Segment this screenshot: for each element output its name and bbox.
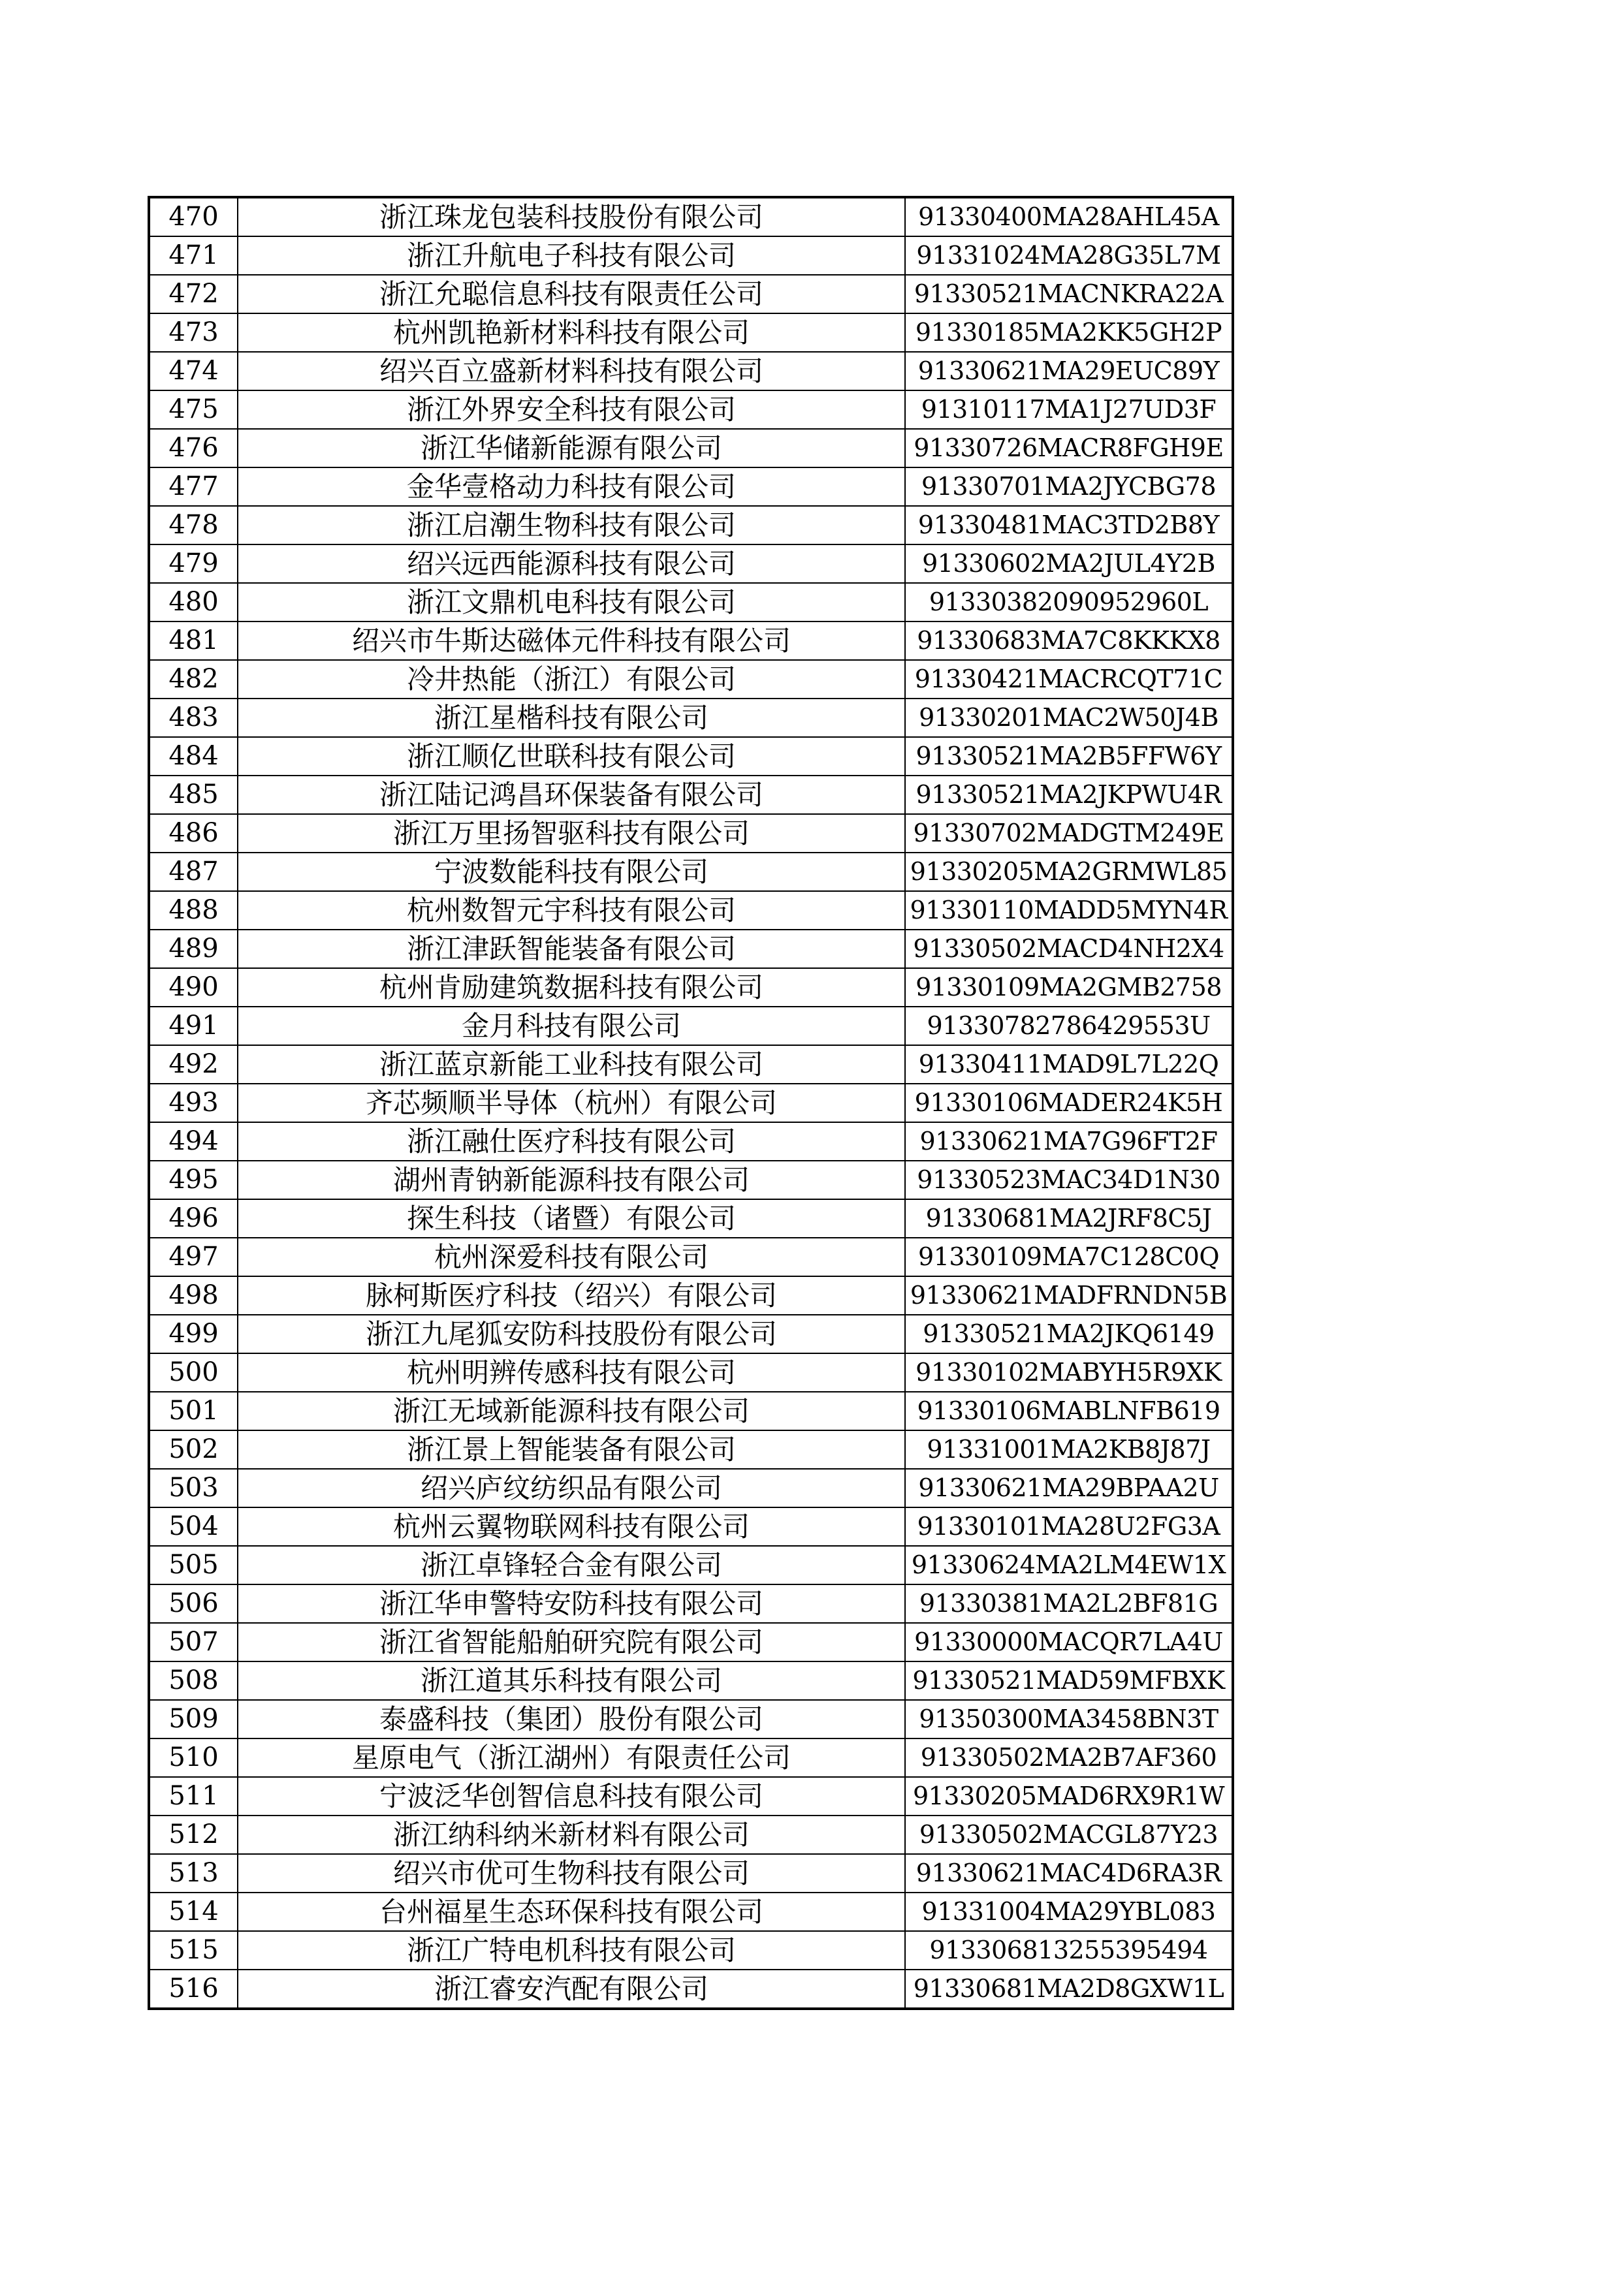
company-table bbox=[148, 196, 1234, 2010]
row-index-cell: 479 bbox=[149, 544, 238, 583]
company-name-cell: 杭州数智元宇科技有限公司 bbox=[238, 891, 905, 930]
company-name-cell: 浙江九尾狐安防科技股份有限公司 bbox=[238, 1315, 905, 1353]
table-row bbox=[149, 1199, 1233, 1238]
table-row bbox=[149, 1700, 1233, 1738]
table-row bbox=[149, 1084, 1233, 1122]
company-name-cell: 探生科技（诸暨）有限公司 bbox=[238, 1199, 905, 1238]
table-row bbox=[149, 506, 1233, 544]
table-row bbox=[149, 583, 1233, 621]
row-index-cell: 475 bbox=[149, 390, 238, 429]
row-index-cell: 489 bbox=[149, 930, 238, 968]
table-row bbox=[149, 1007, 1233, 1045]
table-row bbox=[149, 1430, 1233, 1469]
credit-code-cell: 91330502MACD4NH2X4 bbox=[905, 930, 1233, 968]
row-index-cell: 478 bbox=[149, 506, 238, 544]
credit-code-cell: 91310117MA1J27UD3F bbox=[905, 390, 1233, 429]
table-row bbox=[149, 621, 1233, 660]
row-index-cell: 473 bbox=[149, 313, 238, 352]
credit-code-cell: 91330683MA7C8KKKX8 bbox=[905, 621, 1233, 660]
credit-code-cell: 91330702MADGTM249E bbox=[905, 814, 1233, 853]
table-row bbox=[149, 660, 1233, 699]
credit-code-cell: 91330621MA29EUC89Y bbox=[905, 352, 1233, 390]
row-index-cell: 499 bbox=[149, 1315, 238, 1353]
table-row bbox=[149, 930, 1233, 968]
company-name-cell: 金华壹格动力科技有限公司 bbox=[238, 467, 905, 506]
company-name-cell: 杭州云翼物联网科技有限公司 bbox=[238, 1507, 905, 1546]
company-name-cell: 金月科技有限公司 bbox=[238, 1007, 905, 1045]
company-name-cell: 浙江允聪信息科技有限责任公司 bbox=[238, 275, 905, 313]
row-index-cell: 486 bbox=[149, 814, 238, 853]
credit-code-cell: 91330382090952960L bbox=[905, 583, 1233, 621]
credit-code-cell: 91330102MABYH5R9XK bbox=[905, 1353, 1233, 1392]
company-name-cell: 浙江华储新能源有限公司 bbox=[238, 429, 905, 467]
table-row bbox=[149, 1584, 1233, 1623]
table-row bbox=[149, 352, 1233, 390]
company-name-cell: 宁波泛华创智信息科技有限公司 bbox=[238, 1777, 905, 1816]
credit-code-cell: 91330681MA2D8GXW1L bbox=[905, 1970, 1233, 2009]
table-row bbox=[149, 1893, 1233, 1931]
company-name-cell: 浙江省智能船舶研究院有限公司 bbox=[238, 1623, 905, 1661]
company-name-cell: 浙江顺亿世联科技有限公司 bbox=[238, 737, 905, 776]
row-index-cell: 480 bbox=[149, 583, 238, 621]
row-index-cell: 470 bbox=[149, 197, 238, 236]
credit-code-cell: 91330381MA2L2BF81G bbox=[905, 1584, 1233, 1623]
company-name-cell: 浙江星楷科技有限公司 bbox=[238, 699, 905, 737]
credit-code-cell: 91330621MAC4D6RA3R bbox=[905, 1854, 1233, 1893]
row-index-cell: 506 bbox=[149, 1584, 238, 1623]
credit-code-cell: 91330782786429553U bbox=[905, 1007, 1233, 1045]
credit-code-cell: 91330502MA2B7AF360 bbox=[905, 1738, 1233, 1777]
company-name-cell: 浙江珠龙包装科技股份有限公司 bbox=[238, 197, 905, 236]
table-row bbox=[149, 699, 1233, 737]
table-row bbox=[149, 467, 1233, 506]
row-index-cell: 496 bbox=[149, 1199, 238, 1238]
row-index-cell: 500 bbox=[149, 1353, 238, 1392]
company-name-cell: 齐芯频顺半导体（杭州）有限公司 bbox=[238, 1084, 905, 1122]
table-row bbox=[149, 1816, 1233, 1854]
company-name-cell: 绍兴庐纹纺织品有限公司 bbox=[238, 1469, 905, 1507]
table-row bbox=[149, 1392, 1233, 1430]
credit-code-cell: 91330201MAC2W50J4B bbox=[905, 699, 1233, 737]
credit-code-cell: 91330521MAD59MFBXK bbox=[905, 1661, 1233, 1700]
company-name-cell: 浙江启潮生物科技有限公司 bbox=[238, 506, 905, 544]
row-index-cell: 476 bbox=[149, 429, 238, 467]
row-index-cell: 511 bbox=[149, 1777, 238, 1816]
table-row bbox=[149, 1315, 1233, 1353]
row-index-cell: 515 bbox=[149, 1931, 238, 1970]
credit-code-cell: 91330109MA2GMB2758 bbox=[905, 968, 1233, 1007]
company-name-cell: 浙江景上智能装备有限公司 bbox=[238, 1430, 905, 1469]
company-name-cell: 杭州深爱科技有限公司 bbox=[238, 1238, 905, 1276]
company-name-cell: 冷井热能（浙江）有限公司 bbox=[238, 660, 905, 699]
row-index-cell: 474 bbox=[149, 352, 238, 390]
table-row bbox=[149, 1122, 1233, 1161]
row-index-cell: 491 bbox=[149, 1007, 238, 1045]
table-row bbox=[149, 544, 1233, 583]
credit-code-cell: 91330106MABLNFB619 bbox=[905, 1392, 1233, 1430]
row-index-cell: 488 bbox=[149, 891, 238, 930]
table-row bbox=[149, 891, 1233, 930]
company-name-cell: 浙江无域新能源科技有限公司 bbox=[238, 1392, 905, 1430]
company-name-cell: 杭州明辨传感科技有限公司 bbox=[238, 1353, 905, 1392]
row-index-cell: 484 bbox=[149, 737, 238, 776]
company-name-cell: 浙江道其乐科技有限公司 bbox=[238, 1661, 905, 1700]
row-index-cell: 509 bbox=[149, 1700, 238, 1738]
row-index-cell: 508 bbox=[149, 1661, 238, 1700]
row-index-cell: 495 bbox=[149, 1161, 238, 1199]
credit-code-cell: 91330502MACGL87Y23 bbox=[905, 1816, 1233, 1854]
company-name-cell: 绍兴市牛斯达磁体元件科技有限公司 bbox=[238, 621, 905, 660]
company-name-cell: 杭州凯艳新材料科技有限公司 bbox=[238, 313, 905, 352]
table-row bbox=[149, 429, 1233, 467]
table-row bbox=[149, 776, 1233, 814]
row-index-cell: 471 bbox=[149, 236, 238, 275]
row-index-cell: 513 bbox=[149, 1854, 238, 1893]
credit-code-cell: 91330521MA2JKPWU4R bbox=[905, 776, 1233, 814]
credit-code-cell: 91330411MAD9L7L22Q bbox=[905, 1045, 1233, 1084]
credit-code-cell: 91350300MA3458BN3T bbox=[905, 1700, 1233, 1738]
row-index-cell: 493 bbox=[149, 1084, 238, 1122]
credit-code-cell: 91330602MA2JUL4Y2B bbox=[905, 544, 1233, 583]
company-name-cell: 浙江纳科纳米新材料有限公司 bbox=[238, 1816, 905, 1854]
credit-code-cell: 91330205MA2GRMWL85 bbox=[905, 853, 1233, 891]
table-row bbox=[149, 1276, 1233, 1315]
company-name-cell: 浙江文鼎机电科技有限公司 bbox=[238, 583, 905, 621]
row-index-cell: 494 bbox=[149, 1122, 238, 1161]
company-name-cell: 浙江万里扬智驱科技有限公司 bbox=[238, 814, 905, 853]
credit-code-cell: 91330421MACRCQT71C bbox=[905, 660, 1233, 699]
table-row bbox=[149, 1738, 1233, 1777]
row-index-cell: 503 bbox=[149, 1469, 238, 1507]
credit-code-cell: 91330185MA2KK5GH2P bbox=[905, 313, 1233, 352]
row-index-cell: 483 bbox=[149, 699, 238, 737]
credit-code-cell: 91330481MAC3TD2B8Y bbox=[905, 506, 1233, 544]
credit-code-cell: 913306813255395494 bbox=[905, 1931, 1233, 1970]
company-name-cell: 宁波数能科技有限公司 bbox=[238, 853, 905, 891]
table-row bbox=[149, 1507, 1233, 1546]
credit-code-cell: 91331004MA29YBL083 bbox=[905, 1893, 1233, 1931]
credit-code-cell: 91330106MADER24K5H bbox=[905, 1084, 1233, 1122]
table-row bbox=[149, 1469, 1233, 1507]
credit-code-cell: 91330101MA28U2FG3A bbox=[905, 1507, 1233, 1546]
company-name-cell: 浙江蓝京新能工业科技有限公司 bbox=[238, 1045, 905, 1084]
table-row bbox=[149, 1661, 1233, 1700]
row-index-cell: 512 bbox=[149, 1816, 238, 1854]
credit-code-cell: 91330205MAD6RX9R1W bbox=[905, 1777, 1233, 1816]
company-name-cell: 星原电气（浙江湖州）有限责任公司 bbox=[238, 1738, 905, 1777]
credit-code-cell: 91330701MA2JYCBG78 bbox=[905, 467, 1233, 506]
company-name-cell: 绍兴百立盛新材料科技有限公司 bbox=[238, 352, 905, 390]
row-index-cell: 498 bbox=[149, 1276, 238, 1315]
table-row bbox=[149, 814, 1233, 853]
table-row bbox=[149, 1353, 1233, 1392]
company-name-cell: 浙江融仕医疗科技有限公司 bbox=[238, 1122, 905, 1161]
company-name-cell: 泰盛科技（集团）股份有限公司 bbox=[238, 1700, 905, 1738]
company-name-cell: 台州福星生态环保科技有限公司 bbox=[238, 1893, 905, 1931]
company-name-cell: 浙江广特电机科技有限公司 bbox=[238, 1931, 905, 1970]
credit-code-cell: 91330000MACQR7LA4U bbox=[905, 1623, 1233, 1661]
table-row bbox=[149, 1854, 1233, 1893]
credit-code-cell: 91330521MACNKRA22A bbox=[905, 275, 1233, 313]
row-index-cell: 482 bbox=[149, 660, 238, 699]
table-row bbox=[149, 1045, 1233, 1084]
row-index-cell: 502 bbox=[149, 1430, 238, 1469]
credit-code-cell: 91330621MA29BPAA2U bbox=[905, 1469, 1233, 1507]
row-index-cell: 514 bbox=[149, 1893, 238, 1931]
credit-code-cell: 91330621MA7G96FT2F bbox=[905, 1122, 1233, 1161]
credit-code-cell: 91331024MA28G35L7M bbox=[905, 236, 1233, 275]
row-index-cell: 472 bbox=[149, 275, 238, 313]
table-row bbox=[149, 1777, 1233, 1816]
table-row bbox=[149, 968, 1233, 1007]
table-row bbox=[149, 390, 1233, 429]
company-name-cell: 绍兴远西能源科技有限公司 bbox=[238, 544, 905, 583]
table-body bbox=[149, 197, 1233, 2009]
row-index-cell: 487 bbox=[149, 853, 238, 891]
row-index-cell: 477 bbox=[149, 467, 238, 506]
credit-code-cell: 91331001MA2KB8J87J bbox=[905, 1430, 1233, 1469]
company-name-cell: 杭州肯励建筑数据科技有限公司 bbox=[238, 968, 905, 1007]
row-index-cell: 507 bbox=[149, 1623, 238, 1661]
row-index-cell: 501 bbox=[149, 1392, 238, 1430]
table-row bbox=[149, 1161, 1233, 1199]
table-row bbox=[149, 737, 1233, 776]
credit-code-cell: 91330726MACR8FGH9E bbox=[905, 429, 1233, 467]
credit-code-cell: 91330681MA2JRF8C5J bbox=[905, 1199, 1233, 1238]
table-row bbox=[149, 1970, 1233, 2009]
company-name-cell: 浙江外界安全科技有限公司 bbox=[238, 390, 905, 429]
row-index-cell: 492 bbox=[149, 1045, 238, 1084]
company-name-cell: 浙江睿安汽配有限公司 bbox=[238, 1970, 905, 2009]
credit-code-cell: 91330521MA2B5FFW6Y bbox=[905, 737, 1233, 776]
company-name-cell: 浙江卓锋轻合金有限公司 bbox=[238, 1546, 905, 1584]
credit-code-cell: 91330624MA2LM4EW1X bbox=[905, 1546, 1233, 1584]
row-index-cell: 481 bbox=[149, 621, 238, 660]
company-name-cell: 浙江津跃智能装备有限公司 bbox=[238, 930, 905, 968]
credit-code-cell: 91330621MADFRNDN5B bbox=[905, 1276, 1233, 1315]
row-index-cell: 505 bbox=[149, 1546, 238, 1584]
row-index-cell: 497 bbox=[149, 1238, 238, 1276]
company-name-cell: 脉柯斯医疗科技（绍兴）有限公司 bbox=[238, 1276, 905, 1315]
credit-code-cell: 91330109MA7C128C0Q bbox=[905, 1238, 1233, 1276]
company-name-cell: 绍兴市优可生物科技有限公司 bbox=[238, 1854, 905, 1893]
credit-code-cell: 91330110MADD5MYN4R bbox=[905, 891, 1233, 930]
row-index-cell: 504 bbox=[149, 1507, 238, 1546]
row-index-cell: 510 bbox=[149, 1738, 238, 1777]
credit-code-cell: 91330521MA2JKQ6149 bbox=[905, 1315, 1233, 1353]
table-row bbox=[149, 236, 1233, 275]
table-row bbox=[149, 853, 1233, 891]
credit-code-cell: 91330400MA28AHL45A bbox=[905, 197, 1233, 236]
row-index-cell: 490 bbox=[149, 968, 238, 1007]
credit-code-cell: 91330523MAC34D1N30 bbox=[905, 1161, 1233, 1199]
company-name-cell: 浙江陆记鸿昌环保装备有限公司 bbox=[238, 776, 905, 814]
table-row bbox=[149, 1623, 1233, 1661]
row-index-cell: 485 bbox=[149, 776, 238, 814]
company-name-cell: 湖州青钠新能源科技有限公司 bbox=[238, 1161, 905, 1199]
table-row bbox=[149, 1238, 1233, 1276]
table-row bbox=[149, 275, 1233, 313]
table-row bbox=[149, 1931, 1233, 1970]
company-name-cell: 浙江华申警特安防科技有限公司 bbox=[238, 1584, 905, 1623]
company-name-cell: 浙江升航电子科技有限公司 bbox=[238, 236, 905, 275]
table-row bbox=[149, 197, 1233, 236]
table-row bbox=[149, 1546, 1233, 1584]
row-index-cell: 516 bbox=[149, 1970, 238, 2009]
table-row bbox=[149, 313, 1233, 352]
